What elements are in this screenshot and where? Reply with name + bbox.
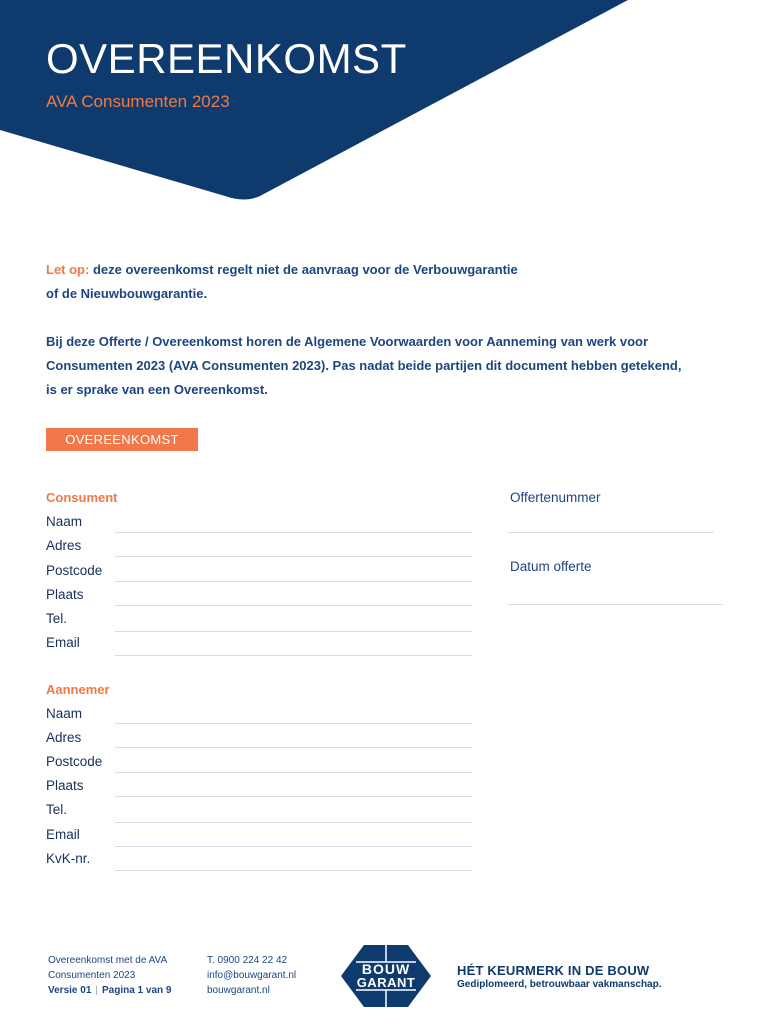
logo-text-bouw: BOUW [361,961,411,977]
footer-contact [207,953,296,998]
aannemer-input-kvk[interactable] [115,870,472,871]
aannemer-label-plaats: Plaats [46,778,84,793]
notice-body-line2: of de Nieuwbouwgarantie. [46,286,208,301]
intro-line-2: Consumenten 2023 (AVA Consumenten 2023). Pas nadat beide partijen dit document hebben getekend, [46,358,682,373]
footer-separator: | [95,985,98,996]
consument-input-postcode[interactable] [115,581,472,582]
consument-label-tel: Tel. [46,611,68,626]
datum-offerte-input[interactable] [508,604,723,605]
footer-website[interactable]: bouwgarant.nl [207,985,270,996]
footer-email[interactable]: info@bouwgarant.nl [207,970,297,981]
consument-label-naam: Naam [46,514,83,529]
footer-doc-line-2: Consumenten 2023 [48,970,136,981]
consument-label-adres: Adres [46,538,82,553]
consument-input-tel[interactable] [115,631,472,632]
footer-tagline: HÉT KEURMERK IN DE BOUW [457,963,650,978]
consument-input-email[interactable] [115,655,472,656]
footer-doc-line-1: Overeenkomst met de AVA [48,955,168,966]
aannemer-label-tel: Tel. [46,802,68,817]
consument-label-postcode: Postcode [46,563,103,578]
aannemer-input-adres[interactable] [115,747,472,748]
aannemer-input-naam[interactable] [115,723,472,724]
notice-body: deze overeenkomst regelt niet de aanvraag voor de Verbouwgarantie [92,262,518,277]
aannemer-input-tel[interactable] [115,822,472,823]
footer-tagline-sub: Gediplomeerd, betrouwbaar vakmanschap. [457,979,662,990]
footer-phone: T. 0900 224 22 42 [207,955,288,966]
consument-input-adres[interactable] [115,556,472,557]
aannemer-input-postcode[interactable] [115,772,472,773]
footer-version: Versie 01 [48,985,92,996]
document-subtitle: AVA Consumenten 2023 [46,92,230,111]
datum-offerte-label: Datum offerte [510,559,592,574]
aannemer-label-naam: Naam [46,706,83,721]
aannemer-label-adres: Adres [46,730,82,745]
consument-label-email: Email [46,635,80,650]
document-title: OVEREENKOMST [46,35,407,82]
section-badge: OVEREENKOMST [46,428,198,451]
logo-text-garant: GARANT [356,975,416,990]
offertenummer-input[interactable] [508,532,714,533]
aannemer-label-email: Email [46,827,80,842]
consument-input-plaats[interactable] [115,605,472,606]
consument-input-naam[interactable] [115,532,472,533]
aannemer-label-postcode: Postcode [46,754,103,769]
aannemer-label-kvk: KvK-nr. [46,851,91,866]
offertenummer-label: Offertenummer [510,490,601,505]
notice-text [46,258,646,306]
intro-line-3: is er sprake van een Overeenkomst. [46,382,268,397]
footer-page: Pagina 1 van 9 [101,985,172,996]
aannemer-input-plaats[interactable] [115,796,472,797]
aannemer-input-email[interactable] [115,846,472,847]
intro-text [46,330,736,402]
consument-title: Consument [46,490,118,505]
bouwgarant-logo [340,944,432,1008]
notice-lead: Let op: [46,262,90,277]
aannemer-title: Aannemer [46,682,110,697]
intro-line-1: Bij deze Offerte / Overeenkomst horen de Algemene Voorwaarden voor Aanneming van werk voor [46,334,649,349]
consument-label-plaats: Plaats [46,587,84,602]
footer-document-info [48,953,171,998]
